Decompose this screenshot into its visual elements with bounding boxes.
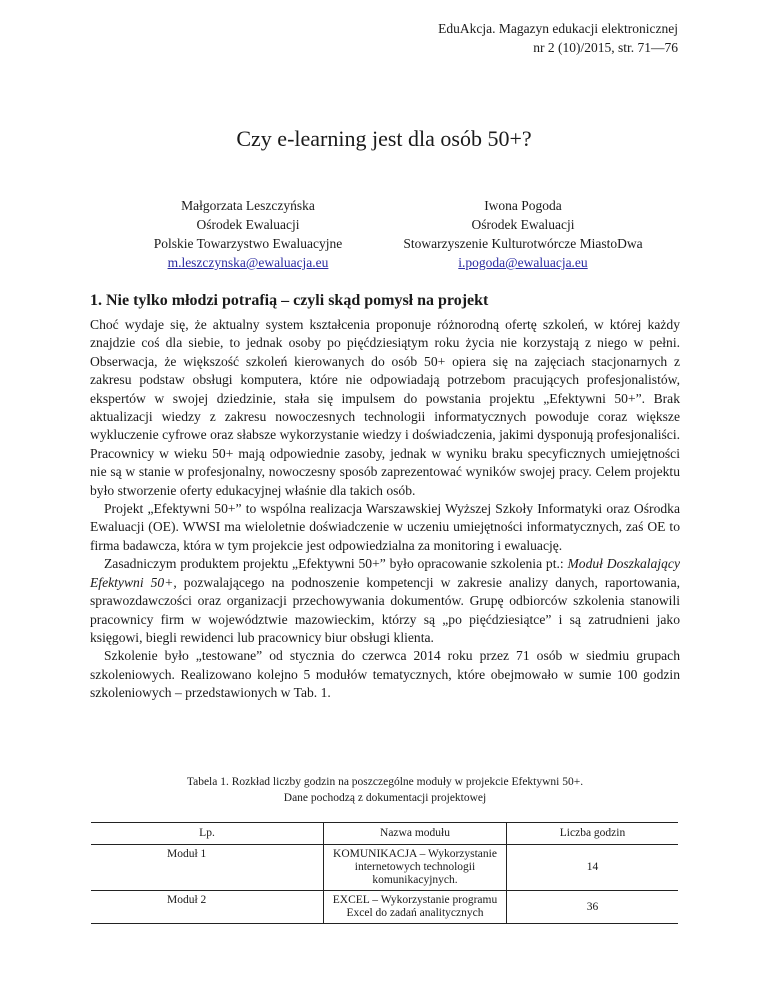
section-heading: 1. Nie tylko młodzi potrafią – czyli skąd pomysł na projekt — [90, 292, 489, 309]
paragraph-text: Zasadniczym produktem projektu „Efektywni 50+” było opracowanie szkolenia pt.: — [104, 556, 568, 572]
paragraph: Projekt „Efektywni 50+” to wspólna realizacja Warszawskiej Wyższej Szkoły Informatyki oraz Ośrodka Ewaluacji (OE). WWSI ma wieloletnie doświadczenie w uczeniu umiejętności informatycznych, zaś OE to firma badawcza, która w tym projekcie jest odpowiedzialna za monitoring i ewaluację. — [90, 501, 680, 553]
journal-header — [278, 19, 678, 57]
cell-module-name: KOMUNIKACJA – Wykorzystanie internetowych technologii komunikacyjnych. — [324, 845, 507, 891]
author-email-link[interactable]: i.pogoda@ewaluacja.eu — [458, 255, 588, 270]
table-row — [91, 845, 678, 891]
cell-hours: 36 — [586, 900, 599, 913]
author-block — [103, 196, 393, 272]
author-affiliation: Ośrodek Ewaluacji — [471, 217, 575, 232]
section-body — [90, 316, 680, 703]
journal-issue: nr 2 (10)/2015, str. 71—76 — [533, 40, 678, 55]
journal-name: EduAkcja. Magazyn edukacji elektronicznej — [438, 21, 678, 36]
header-lp: Lp. — [199, 827, 215, 839]
header-module-name: Nazwa modułu — [324, 823, 507, 845]
cell-lp: Moduł 2 — [167, 894, 207, 906]
paragraph: Szkolenie było „testowane” od stycznia do czerwca 2014 roku przez 71 osób w siedmiu grupach szkoleniowych. Realizowano kolejno 5 modułów tematycznych, które obejmowało w sumie 100 godzin szkoleniowych – przedstawionych w Tab. 1. — [90, 648, 680, 701]
modules-table — [91, 822, 678, 924]
table-row — [91, 891, 678, 924]
caption-line: Dane pochodzą z dokumentacji projektowej — [283, 792, 487, 804]
caption-line: Tabela 1. Rozkład liczby godzin na poszczególne moduły w projekcie Efektywni 50+. — [186, 776, 584, 788]
author-email-link[interactable]: m.leszczynska@ewaluacja.eu — [167, 255, 329, 270]
paragraph-text: , pozwalającego na podnoszenie kompetencji w zakresie analizy danych, raportowania, sprawozdawczości oraz organizacji przechowywania dokumentów. Grupę odbiorców szkolenia stanowili pracownicy firm w województwie mazowieckim, którzy są „po pięćdziesiątce” i są zatrudnieni jako księgowi, biegli rewidenci lub pracownicy biur obsługi klienta. — [90, 574, 680, 645]
author-affiliation: Polskie Towarzystwo Ewaluacyjne — [153, 236, 343, 251]
paragraph: Choć wydaje się, że aktualny system kształcenia proponuje różnorodną ofertę szkoleń, w której każdy znajdzie coś dla siebie, to jednak osoby po pięćdziesiątym roku życia nie korzystają z niego w pełni. Obserwacja, że większość szkoleń kierowanych do osób 50+ opiera się na zajęciach stacjonarnych z zakresu podstaw obsługi komputera, które nie odpowiadają potrzebom pracujących profesjonalistów, ekspertów w swojej dziedzinie, stała się impulsem do powstania projektu „Efektywni 50+”. Brak aktualizacji wiedzy z zakresu nowoczesnych technologii informatycznych powoduje coraz większe wykluczenie cyfrowe oraz słabsze wykorzystanie wiedzy i doświadczenia, jakimi dysponują profesjonaliści. Pracownicy w wieku 50+ mają odpowiednie zasoby, jednak w wyniku braku specyficznych umiejętności nie są w stanie w profesjonalny, nowoczesny sposób zaprezentować wyników swojej pracy. Celem projektu było stworzenie oferty edukacyjnej właśnie dla takich osób. — [90, 317, 680, 498]
author-name: Małgorzata Leszczyńska — [181, 198, 315, 213]
cell-hours: 14 — [586, 861, 599, 873]
cell-lp: Moduł 1 — [167, 848, 207, 860]
cell-module-name: EXCEL – Wykorzystanie programu Excel do zadań analitycznych — [324, 891, 507, 924]
author-affiliation: Ośrodek Ewaluacji — [196, 217, 300, 232]
paragraph — [90, 555, 680, 647]
author-name: Iwona Pogoda — [484, 198, 562, 213]
table-caption — [90, 774, 680, 806]
paper-title: Czy e-learning jest dla osób 50+? — [236, 126, 532, 151]
module-title-italic: Moduł Doszkalający Efektywni 50+ — [90, 556, 680, 590]
table-header-row — [91, 823, 678, 845]
header-hours: Liczba godzin — [559, 827, 626, 839]
author-block — [378, 196, 668, 272]
author-affiliation: Stowarzyszenie Kulturotwórcze MiastoDwa — [403, 236, 643, 251]
